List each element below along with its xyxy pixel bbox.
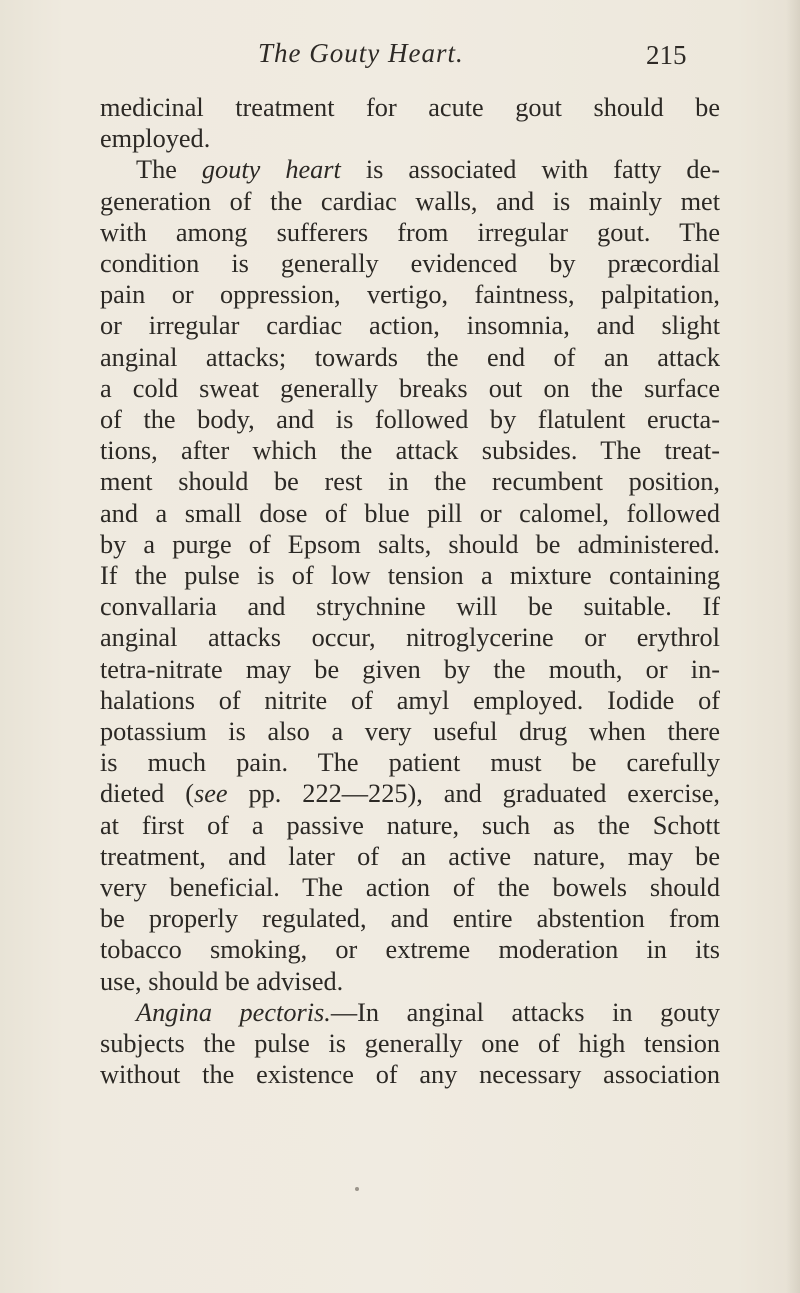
text-run: dieted ( (100, 779, 194, 809)
text-line: generation of the cardiac walls, and is mainly met (100, 186, 720, 216)
italic-term: see (193, 779, 228, 809)
section-heading-italic: Angina pectoris. (136, 997, 331, 1027)
page-number: 215 (646, 40, 687, 70)
text-line: very beneficial. The action of the bowels should (100, 873, 720, 903)
text-run: —In anginal attacks in gouty (330, 997, 720, 1027)
text-line: condition is generally evidenced by præcordial (100, 249, 720, 279)
text-line (100, 154, 720, 185)
text-line: subjects the pulse is generally one of high tension (100, 1029, 720, 1059)
text-line: medicinal treatment for acute gout should be (100, 93, 720, 122)
text-line: tobacco smoking, or extreme moderation in its (100, 935, 720, 965)
text-line: is much pain. The patient must be carefully (100, 748, 720, 778)
text-run: is associated with fatty de- (340, 155, 720, 185)
text-line: without the existence of any necessary association (100, 1060, 720, 1090)
running-head-title: The Gouty Heart. (258, 38, 464, 68)
text-line: with among sufferers from irregular gout. The (100, 217, 720, 247)
text-line: treatment, and later of an active nature, may be (100, 841, 720, 871)
text-line (100, 997, 720, 1028)
text-line: halations of nitrite of amyl employed. Iodide of (100, 685, 720, 715)
text-line: potassium is also a very useful drug when there (100, 717, 720, 747)
text-line: a cold sweat generally breaks out on the surface (100, 373, 720, 403)
text-line: convallaria and strychnine will be suitable. If (100, 592, 720, 622)
text-line: by a purge of Epsom salts, should be administered. (100, 529, 720, 559)
text-line: ment should be rest in the recumbent position, (100, 467, 720, 497)
italic-term: gouty heart (201, 155, 341, 185)
text-line: anginal attacks; towards the end of an attack (100, 342, 720, 372)
text-line: anginal attacks occur, nitroglycerine or erythrol (100, 623, 720, 653)
text-line: employed. (100, 124, 211, 154)
text-line: tetra-nitrate may be given by the mouth, or in- (100, 654, 720, 684)
text-line: or irregular cardiac action, insomnia, and slight (100, 311, 720, 341)
print-speck (355, 1187, 359, 1191)
text-line: be properly regulated, and entire abstention from (100, 904, 720, 934)
text-run: pp. 222—225), and graduated exercise, (227, 779, 721, 809)
text-line: at first of a passive nature, such as the Schott (100, 810, 720, 840)
text-line: of the body, and is followed by flatulent eructa- (100, 405, 720, 435)
text-line: tions, after which the attack subsides. The treat- (100, 436, 720, 466)
text-line: pain or oppression, vertigo, faintness, palpitation, (100, 280, 720, 310)
body-text (100, 92, 720, 1091)
text-line (100, 778, 720, 809)
text-run: The (136, 155, 202, 185)
page-edge-shadow (786, 0, 800, 1293)
text-line: and a small dose of blue pill or calomel, followed (100, 498, 720, 528)
text-line: If the pulse is of low tension a mixture containing (100, 561, 720, 591)
text-line: use, should be advised. (100, 966, 344, 996)
